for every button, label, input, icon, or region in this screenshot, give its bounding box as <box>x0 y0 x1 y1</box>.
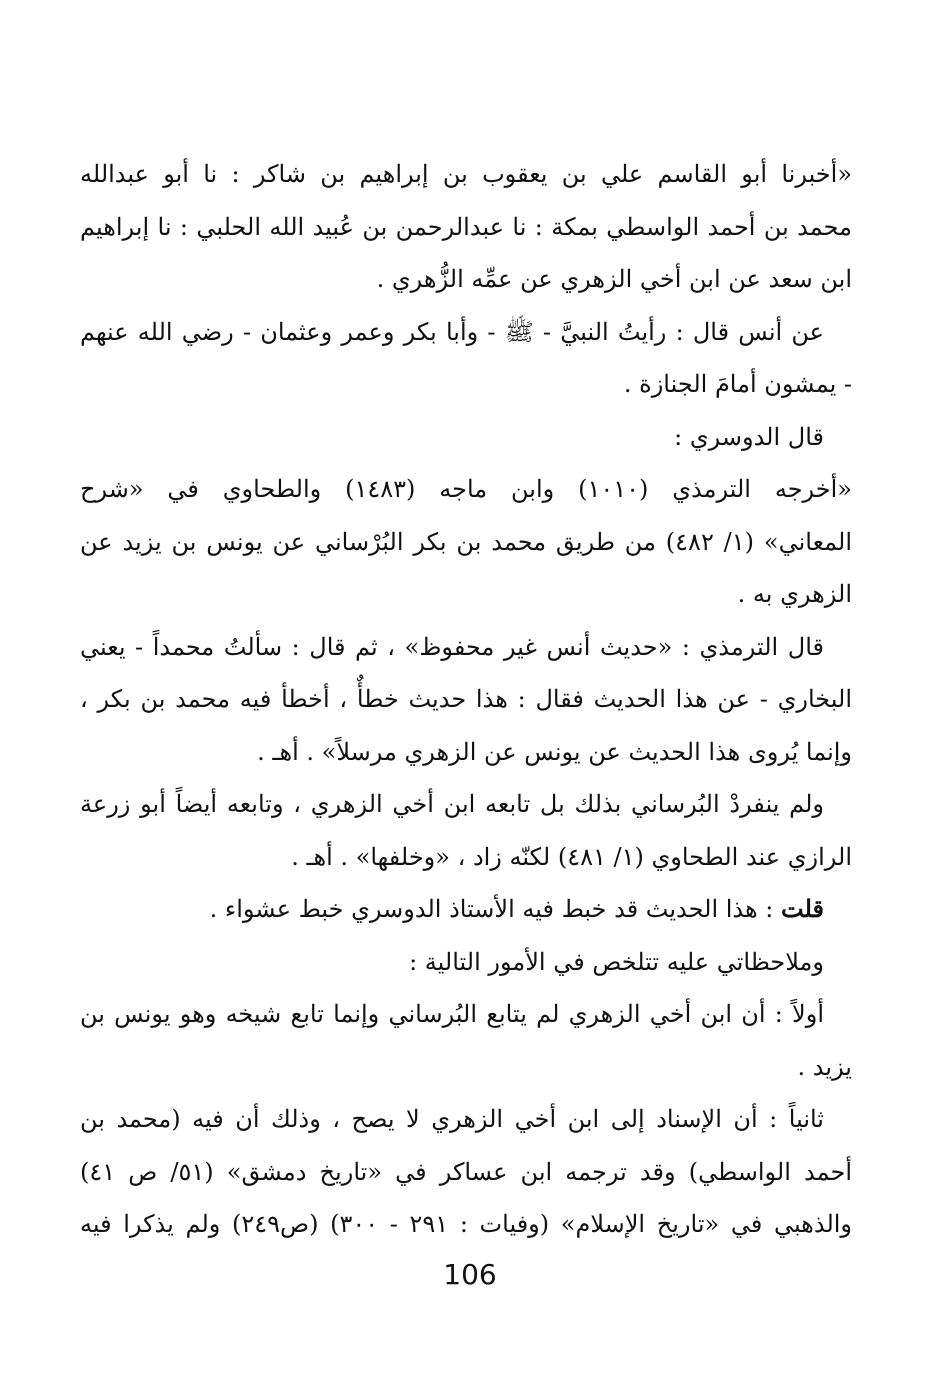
text-line <box>80 883 852 936</box>
text-line: الرازي عند الطحاوي (١/ ٤٨١) لكنّه زاد ، «وخلفها» . أهـ . <box>291 842 852 871</box>
text-line: - يمشون أمامَ الجنازة . <box>623 370 852 398</box>
text-line: وإنما يُروى هذا الحديث عن يونس عن الزهري مرسلاً» . أهـ . <box>257 737 852 766</box>
text-line: «أخرجه الترمذي (١٠١٠) وابن ماجه (١٤٨٣) والطحاوي في «شرح <box>80 475 852 503</box>
text-line: قال الترمذي : «حديث أنس غير محفوظ» ، ثم قال : سألتُ محمداً - يعني <box>80 632 824 661</box>
main-text <box>80 148 852 1251</box>
text-line: ابن سعد عن ابن أخي الزهري عن عمِّه الزُّهري . <box>376 265 852 293</box>
text-line: أحمد الواسطي) وقد ترجمه ابن عساكر في «تاريخ دمشق» (٥١/ ص ٤١) <box>80 1157 852 1186</box>
text-line: ثانياً : أن الإسناد إلى ابن أخي الزهري لا يصح ، وذلك أن فيه (محمد بن <box>80 1105 824 1133</box>
qultu-lead: قلت <box>781 894 824 923</box>
text-line: قال الدوسري : <box>674 422 824 451</box>
text-line: الزهري به . <box>737 580 852 608</box>
page-number: 106 <box>443 1258 497 1291</box>
text-line: وملاحظاتي عليه تتلخص في الأمور التالية : <box>409 947 824 976</box>
text-line: البخاري - عن هذا الحديث فقال : هذا حديث خطأٌ ، أخطأ فيه محمد بن بكر ، <box>80 685 852 713</box>
text-line: «أخبرنا أبو القاسم علي بن يعقوب بن إبراهيم بن شاكر : نا أبو عبدالله <box>80 160 852 188</box>
qultu-rest: : هذا الحديث قد خبط فيه الأستاذ الدوسري خبط عشواء . <box>209 895 782 923</box>
text-line: عن أنس قال : رأيتُ النبيَّ - ﷺ - وأبا بكر وعمر وعثمان - رضي الله عنهم <box>80 317 824 346</box>
text-line: يزيد . <box>797 1052 852 1081</box>
text-line: المعاني» (١/ ٤٨٢) من طريق محمد بن بكر البُرْساني عن يونس بن يزيد عن <box>80 527 852 556</box>
text-line: أولاً : أن ابن أخي الزهري لم يتابع البُرساني وإنما تابع شيخه وهو يونس بن <box>80 1000 824 1028</box>
text-line: ولم ينفردْ البُرساني بذلك بل تابعه ابن أخي الزهري ، وتابعه أيضاً أبو زرعة <box>80 790 824 818</box>
text-line: محمد بن أحمد الواسطي بمكة : نا عبدالرحمن بن عُبيد الله الحلبي : نا إبراهيم <box>80 212 852 241</box>
text-line: والذهبي في «تاريخ الإسلام» (وفيات : ٢٩١ - ٣٠٠) (ص٢٤٩) ولم يذكرا فيه <box>80 1210 852 1238</box>
